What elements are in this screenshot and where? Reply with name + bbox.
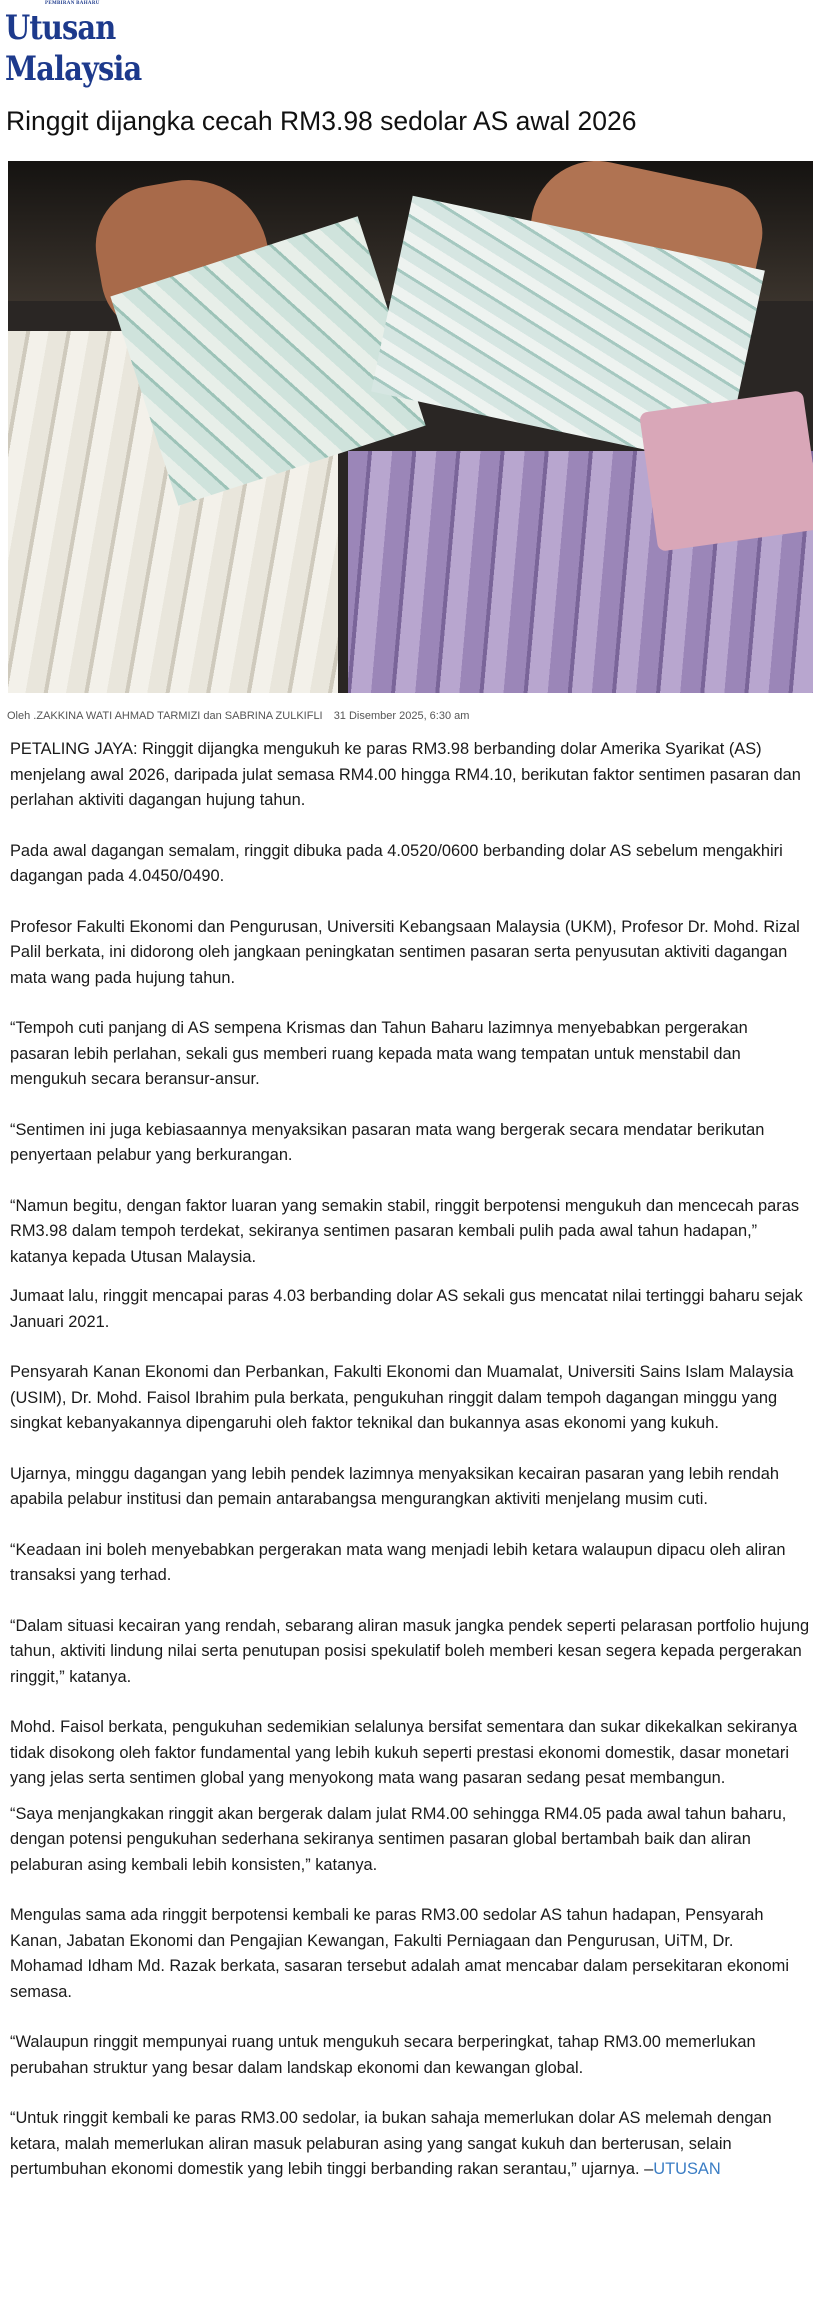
paragraph: “Namun begitu, dengan faktor luaran yang semakin stabil, ringgit berpotensi mengukuh dan mencecah paras RM3.98 dalam tempoh terdekat, sekiranya sentimen pasaran kembali pulih pada awal tahun hadapan,” katanya kepada Utusan Malaysia. [10, 1196, 800, 1266]
paragraph: “Sentimen ini juga kebiasaannya menyaksikan pasaran mata wang bergerak secara mendatar berikutan penyertaan pelabur yang berkurangan. [10, 1120, 765, 1164]
site-logo[interactable] [5, 0, 142, 92]
paragraph: “Keadaan ini boleh menyebabkan pergerakan mata wang menjadi lebih ketara walaupun dipacu oleh aliran transaksi yang terhad. [10, 1540, 786, 1584]
paragraph: Mengulas sama ada ringgit berpotensi kembali ke paras RM3.00 sedolar AS tahun hadapan, Pensyarah Kanan, Jabatan Ekonomi dan Pengajian Kewangan, Fakulti Perniagaan dan Pengurusan, UiTM, Dr. Mohamad Idham Md. Razak berkata, sasaran tersebut adalah amat mencabar dalam persekitaran ekonomi semasa. [10, 1906, 789, 2001]
paragraph: Pada awal dagangan semalam, ringgit dibuka pada 4.0520/0600 berbanding dolar AS sebelum mengakhiri dagangan pada 4.0450/0490. [10, 841, 783, 885]
paragraph: Profesor Fakulti Ekonomi dan Pengurusan, Universiti Kebangsaan Malaysia (UKM), Profesor Dr. Mohd. Rizal Palil berkata, ini didorong oleh jangkaan peningkatan sentimen pasaran serta penyusutan aktiviti dagangan mata wang pada hujung tahun. [10, 917, 800, 987]
paragraph: “Tempoh cuti panjang di AS sempena Krismas dan Tahun Baharu lazimnya menyebabkan pergerakan pasaran lebih perlahan, sekali gus memberi ruang kepada mata wang tempatan untuk menstabil dan mengukuh secara beransur-ansur. [10, 1019, 748, 1088]
paragraph [10, 2106, 810, 2183]
paragraph: “Dalam situasi kecairan yang rendah, sebarang aliran masuk jangka pendek seperti pelarasan portfolio hujung tahun, aktiviti lindung nilai serta penutupan posisi spekulatif boleh memberi kesan segera kepada pergerakan ringgit,” katanya. [10, 1616, 810, 1686]
paragraph-text: “Untuk ringgit kembali ke paras RM3.00 sedolar, ia bukan sahaja memerlukan dolar AS melemah dengan ketara, malah memerlukan aliran masuk pelaburan asing yang sangat kukuh dan berterusan, selain pertumbuhan ekonomi domestik yang lebih tinggi berbanding rakan serantau,” ujarnya. – [10, 2109, 772, 2178]
logo-tagline: PEMBIRAN BAHARU [45, 1, 100, 6]
logo-line-malaysia: Malaysia [5, 49, 142, 89]
article-byline [7, 709, 477, 723]
source-link[interactable]: UTUSAN [653, 2160, 721, 2178]
logo-line-utusan: Utusan [5, 8, 116, 48]
paragraph: PETALING JAYA: Ringgit dijangka mengukuh ke paras RM3.98 berbanding dolar Amerika Syarikat (AS) menjelang awal 2026, daripada julat semasa RM4.00 hingga RM4.10, berikutan faktor sentimen pasaran dan perlahan aktiviti dagangan hujung tahun. [10, 740, 801, 809]
paragraph: “Walaupun ringgit mempunyai ruang untuk mengukuh secara berperingkat, tahap RM3.00 memerlukan perubahan struktur yang besar dalam landskap ekonomi dan kewangan global. [10, 2033, 756, 2077]
article-hero-image [8, 161, 813, 693]
article-title: Ringgit dijangka cecah RM3.98 sedolar AS awal 2026 [6, 106, 637, 136]
paragraph: “Saya menjangkakan ringgit akan bergerak dalam julat RM4.00 sehingga RM4.05 pada awal tahun baharu, dengan potensi pengukuhan sederhana sekiranya sentimen pasaran global bertambah baik dan aliran pelaburan asing kembali lebih konsisten,” katanya. [10, 1804, 787, 1874]
paragraph: Jumaat lalu, ringgit mencapai paras 4.03 berbanding dolar AS sekali gus mencatat nilai tertinggi baharu sejak Januari 2021. [10, 1287, 803, 1331]
publish-date: 31 Disember 2025, 6:30 am [333, 710, 470, 722]
paragraph: Pensyarah Kanan Ekonomi dan Perbankan, Fakulti Ekonomi dan Muamalat, Universiti Sains Islam Malaysia (USIM), Dr. Mohd. Faisol Ibrahim pula berkata, pengukuhan ringgit dalam tempoh dagangan minggu yang singkat kebanyakannya dipengaruhi oleh faktor teknikal dan bukannya asas ekonomi yang kukuh. [10, 1363, 794, 1432]
article-body [10, 737, 810, 2208]
author-names: Oleh .ZAKKINA WATI AHMAD TARMIZI dan SABRINA ZULKIFLI [7, 710, 323, 722]
paragraph: Ujarnya, minggu dagangan yang lebih pendek lazimnya menyaksikan kecairan pasaran yang lebih rendah apabila pelabur institusi dan pemain antarabangsa mengurangkan aktiviti menjelang musim cuti. [10, 1464, 780, 1508]
paragraph: Mohd. Faisol berkata, pengukuhan sedemikian selalunya bersifat sementara dan sukar dikekalkan sekiranya tidak disokong oleh faktor fundamental yang lebih kukuh seperti prestasi ekonomi domestik, dasar monetari yang jelas serta sentimen global yang menyokong mata wang pasaran sedang pesat membangun. [10, 1718, 798, 1787]
